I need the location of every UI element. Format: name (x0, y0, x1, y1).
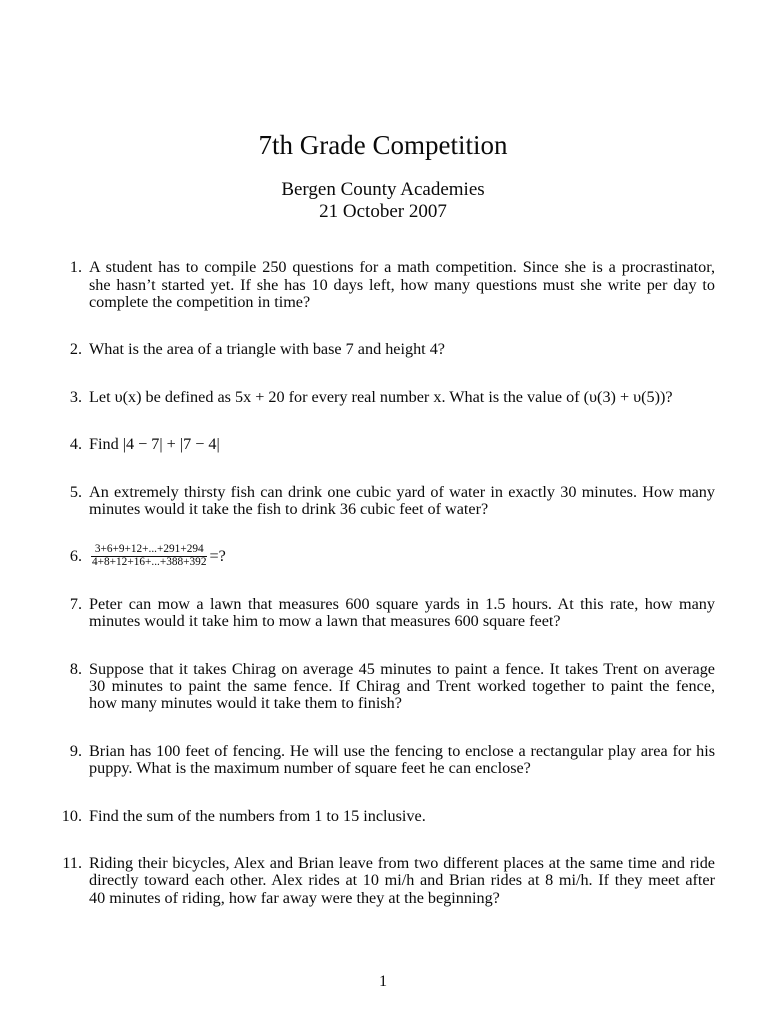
problem-text-line: Peter can mow a lawn that measures 600 square yards in 1.5 hours. At this rate, how many (89, 594, 715, 613)
problem-text-line: Let υ(x) be defined as 5x + 20 for every real number x. What is the value of (υ(3) + υ(5))? (89, 387, 673, 406)
document-page (51, 130, 715, 937)
problem-item (51, 743, 715, 778)
fraction-numerator: 3+6+9+12+...+291+294 (91, 544, 207, 557)
page-number: 1 (378, 972, 388, 990)
problem-text-line: Riding their bicycles, Alex and Brian leave from two different places at the same time and ride (89, 853, 715, 872)
problem-text-line: Brian has 100 feet of fencing. He will use the fencing to enclose a rectangular play area for his (89, 741, 715, 760)
problem-text-line: how many minutes would it take them to finish? (89, 694, 402, 713)
problem-text-line: directly toward each other. Alex rides at 10 mi/h and Brian rides at 8 mi/h. If they meet after (89, 871, 715, 890)
problem-text-line: An extremely thirsty fish can drink one cubic yard of water in exactly 30 minutes. How many (89, 482, 715, 501)
problem-text-line: Suppose that it takes Chirag on average 45 minutes to paint a fence. It takes Trent on average (89, 659, 715, 678)
problem-item (51, 484, 715, 519)
problem-text-line: puppy. What is the maximum number of square feet he can enclose? (89, 759, 531, 778)
fraction (91, 544, 207, 568)
problem-text-line: complete the competition in time? (89, 293, 311, 312)
problem-number: 6. (69, 547, 82, 566)
problem-item (51, 855, 715, 907)
problem-item (51, 661, 715, 713)
problem-item (51, 389, 715, 406)
problem-item (51, 808, 715, 825)
problem-text-line: she hasn’t started yet. If she has 10 days left, how many questions must she write per day to (89, 275, 715, 294)
problem-list (51, 259, 715, 907)
competition-date: 21 October 2007 (319, 201, 447, 222)
problem-number: 10. (61, 806, 82, 825)
problem-number: 3. (69, 387, 82, 406)
fraction-equals: =? (209, 547, 226, 566)
problem-text-line: Find |4 − 7| + |7 − 4| (89, 435, 220, 454)
problem-number: 8. (69, 659, 82, 678)
problem-number: 1. (69, 258, 82, 277)
problem-text-line: minutes would it take the fish to drink 36 cubic feet of water? (89, 500, 489, 519)
problem-number: 4. (69, 435, 82, 454)
problem-text-line (89, 542, 715, 568)
problem-number: 5. (69, 482, 82, 501)
problem-text-line: Find the sum of the numbers from 1 to 15 inclusive. (89, 806, 426, 825)
problem-number: 11. (62, 853, 82, 872)
document-title: 7th Grade Competition (258, 130, 508, 160)
problem-item (51, 596, 715, 631)
school-name: Bergen County Academies (281, 179, 485, 200)
problem-item (51, 542, 715, 568)
problem-item (51, 436, 715, 453)
problem-number: 2. (69, 340, 82, 359)
problem-number: 7. (69, 594, 82, 613)
problem-text-line: 30 minutes to paint the same fence. If Chirag and Trent worked together to paint the fence, (89, 676, 715, 695)
problem-text-line: What is the area of a triangle with base 7 and height 4? (89, 340, 445, 359)
problem-item (51, 341, 715, 358)
problem-text-line: A student has to compile 250 questions for a math competition. Since she is a procrastinator, (89, 258, 715, 277)
document-subtitle (51, 179, 715, 223)
problem-text-line: minutes would it take him to mow a lawn that measures 600 square feet? (89, 612, 561, 631)
problem-item (51, 259, 715, 311)
problem-number: 9. (69, 741, 82, 760)
fraction-denominator: 4+8+12+16+...+388+392 (92, 555, 207, 568)
problem-text-line: 40 minutes of riding, how far away were they at the beginning? (89, 888, 500, 907)
